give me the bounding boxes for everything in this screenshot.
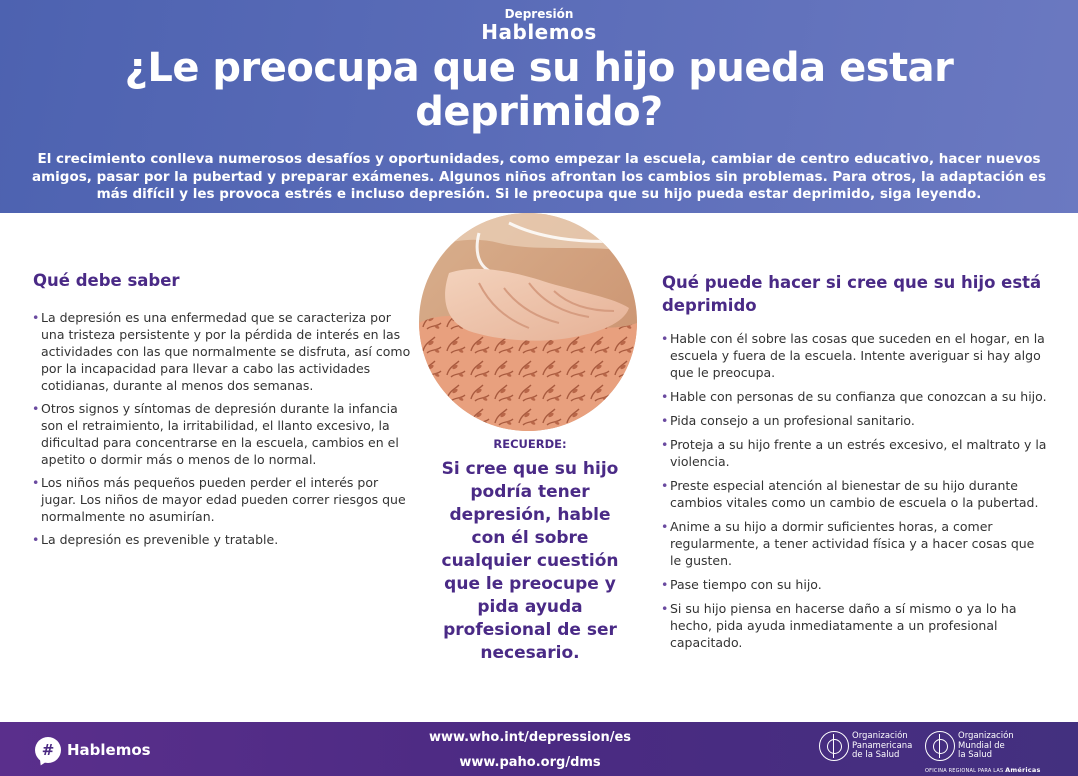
paho-name-line: Panamericana	[852, 740, 913, 751]
kicker: Depresión	[504, 7, 574, 21]
list-item: • Proteja a su hijo frente a un estrés excesivo, el maltrato y la violencia.	[662, 436, 1047, 470]
what-to-know-section	[33, 269, 411, 554]
title-line-1: ¿Le preocupa que su hijo pueda estar	[124, 45, 954, 91]
section-title-right: Qué puede hacer si cree que su hijo está deprimido	[662, 273, 1042, 315]
child-photo	[419, 213, 637, 431]
paho-name-line: Organización	[852, 731, 908, 741]
footer-bar	[0, 722, 1078, 776]
who-region	[925, 766, 1041, 774]
list-item: • Hable con personas de su confianza que conozcan a su hijo.	[662, 388, 1047, 405]
who-emblem-icon	[925, 731, 955, 761]
list-item: • Preste especial atención al bienestar de su hijo durante cambios vitales como un cambio de escuela o la pubertad.	[662, 477, 1047, 511]
hashtag-speech-icon: #	[35, 737, 61, 763]
what-to-know-list	[33, 309, 411, 548]
list-item: • Hable con él sobre las cosas que suceden en el hogar, en la escuela y fuera de la escuela. Intente averiguar si hay algo que le preocupa.	[662, 330, 1047, 381]
who-name	[958, 732, 1014, 761]
paho-name	[852, 732, 912, 761]
list-item: • Otros signos y síntomas de depresión durante la infancia son el retraimiento, la irritabilidad, el llanto excesivo, la dificultad para concentrarse en la escuela, cambios en el apetito o dormir más o menos de lo normal.	[33, 400, 411, 468]
list-item: • La depresión es una enfermedad que se caracteriza por una tristeza persistente y por la pérdida de interés en las actividades con las que normalmente se disfruta, así como por la incapacidad para llevar a cabo las actividades cotidianas, durante al menos dos semanas.	[33, 309, 411, 394]
list-item: • Los niños más pequeños pueden perder el interés por jugar. Los niños de mayor edad pueden correr riesgos que normalmente no asumirían.	[33, 474, 411, 525]
title-line-2: deprimido?	[415, 89, 663, 135]
who-link[interactable]: www.who.int/depression/es	[428, 730, 632, 745]
remember-label: RECUERDE:	[493, 437, 567, 451]
header-banner	[0, 0, 1078, 213]
list-item: • Pida consejo a un profesional sanitario.	[662, 412, 1047, 429]
list-item: • La depresión es prevenible y tratable.	[33, 531, 411, 548]
paho-link[interactable]: www.paho.org/dms	[459, 755, 601, 770]
footer-hashtag-label: Hablemos	[67, 741, 151, 759]
section-title-left: Qué debe saber	[33, 271, 180, 290]
what-you-can-do-section	[662, 271, 1047, 658]
intro-text: El crecimiento conlleva numerosos desafíos y oportunidades, como empezar la escuela, cambiar de centro educativo, hacer nuevos amigos, pasar por la pubertad y preparar exámenes. Algunos niños afrontan los cambios sin problemas. Para otros, la adaptación es más difícil y les provoca estrés e incluso depresión. Si le preocupa que su hijo pueda estar deprimido, siga leyendo.	[32, 151, 1046, 202]
list-item: • Si su hijo piensa en hacerse daño a sí mismo o ya lo ha hecho, pida ayuda inmediatamente a un profesional capacitado.	[662, 600, 1047, 651]
remember-text: Si cree que su hijo podría tener depresión, hable con él sobre cualquier cuestión que le preocupe y pida ayuda profesional de ser necesario.	[441, 459, 619, 663]
who-name-line: Mundial de la Salud	[958, 740, 1005, 760]
who-region-prefix: OFICINA REGIONAL PARA LAS	[925, 768, 1004, 774]
what-you-can-do-list	[662, 330, 1047, 651]
paho-emblem-icon	[819, 731, 849, 761]
who-region-name: Américas	[1005, 766, 1041, 774]
page-title	[80, 46, 998, 134]
brand-title: Hablemos	[481, 20, 597, 44]
paho-name-line: de la Salud	[852, 750, 900, 760]
who-name-line: Organización	[958, 731, 1014, 741]
list-item: • Anime a su hijo a dormir suficientes horas, a comer regularmente, a tener actividad física y a hacer cosas que le gusten.	[662, 518, 1047, 569]
list-item: • Pase tiempo con su hijo.	[662, 576, 1047, 593]
